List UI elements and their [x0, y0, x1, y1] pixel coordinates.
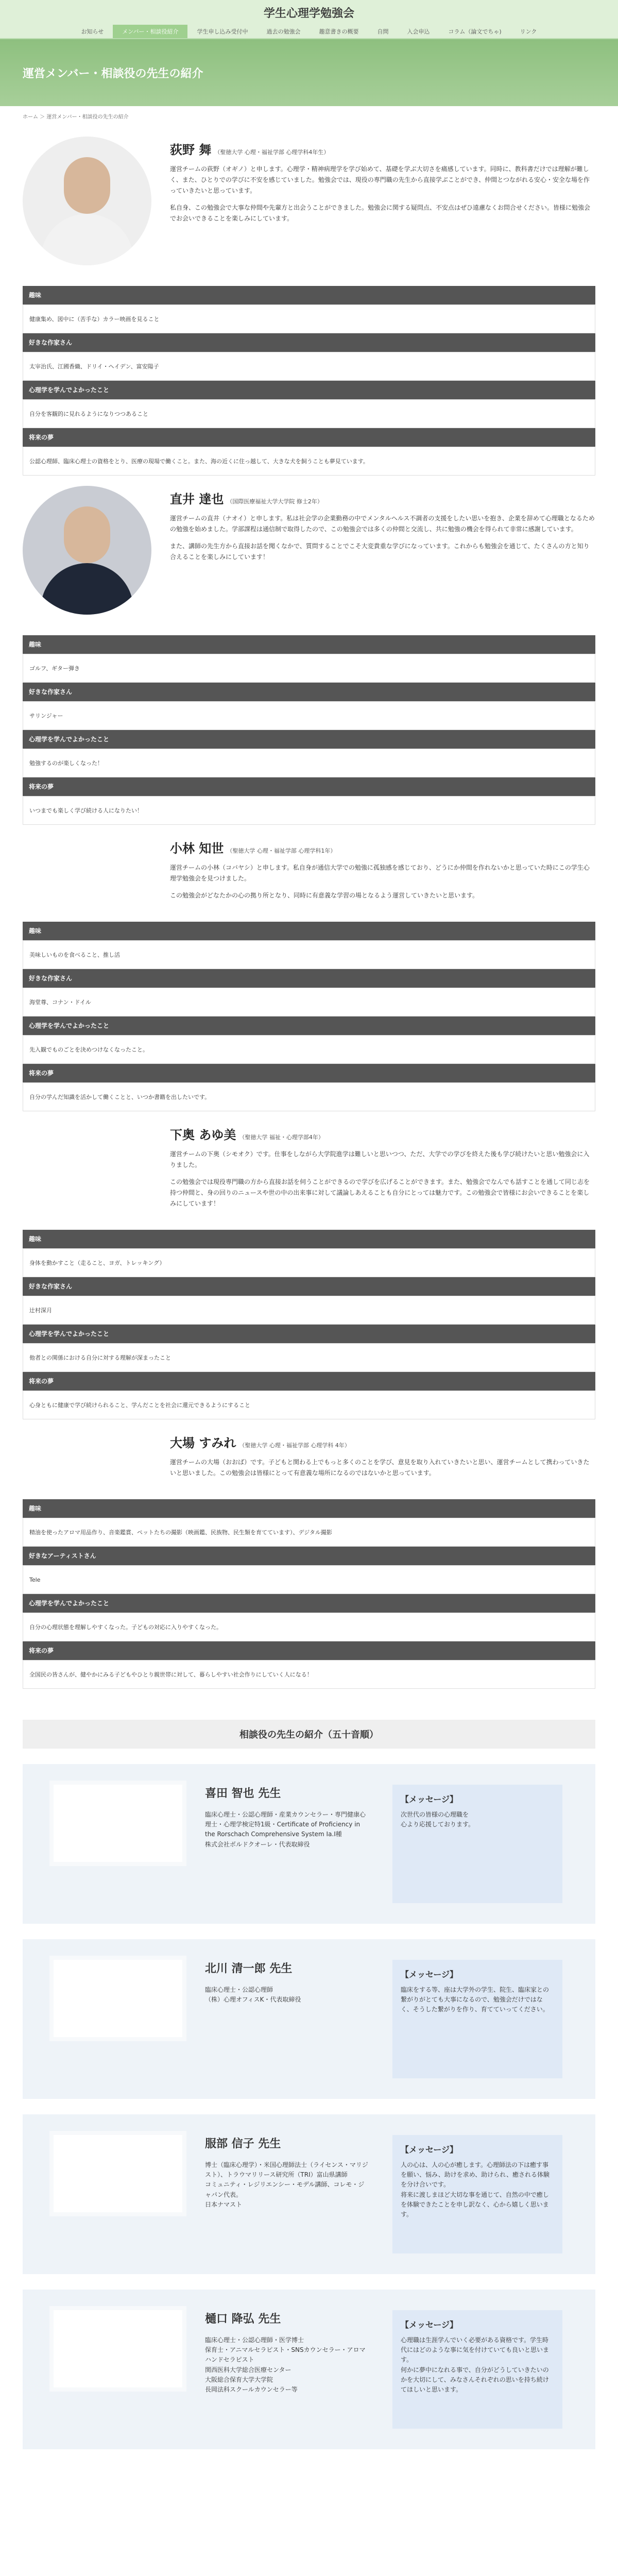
- nav-item[interactable]: 自問: [377, 28, 389, 35]
- member-affiliation: （国際医療福祉大学大学院 修士2年）: [227, 498, 323, 505]
- member-bio: [170, 862, 595, 901]
- message-title: 【メッセージ】: [401, 1970, 458, 1979]
- qa-heading: 将来の夢: [23, 1641, 595, 1660]
- member-bio: [170, 1149, 595, 1209]
- advisor-detail: 臨床心理士・公認心理師・医学博士 保育士・アニマルセラピスト・SNSカウンセラー・アロマハンドセラピスト 関西医科大学総合医療センター 大阪総合保育大学大学院 長岡法科スクールカウンセラー等: [205, 2336, 366, 2393]
- qa-heading: 趣味: [23, 922, 595, 940]
- advisor-card: [23, 2114, 595, 2274]
- member-qa: [23, 1499, 595, 1689]
- nav-item[interactable]: 趣意書きの概要: [319, 28, 359, 35]
- qa-answer: 辻村深月: [23, 1296, 595, 1325]
- message-title: 【メッセージ】: [401, 2320, 458, 2330]
- nav-item[interactable]: コラム（論文でちゃ): [448, 28, 502, 35]
- member-affiliation: （聖徳大学 心理・福祉学部 心理学科1年）: [227, 848, 336, 854]
- qa-heading: 趣味: [23, 1230, 595, 1248]
- qa-answer: 自分の学んだ知識を活かして働くことと、いつか書籍を出したいです。: [23, 1082, 595, 1111]
- qa-heading: 好きな作家さん: [23, 333, 595, 352]
- page-hero: [0, 39, 618, 106]
- advisor-name: 北川 清一郎 先生: [205, 1962, 293, 1975]
- advisor-message: [392, 2135, 562, 2253]
- qa-answer: 健康集め、図中に（苦手な）カラー映画を見ること: [23, 304, 595, 333]
- qa-heading: 将来の夢: [23, 428, 595, 447]
- qa-answer: 美味しいものを食べること、推し活: [23, 940, 595, 969]
- qa-heading: 心理学を学んでよかったこと: [23, 730, 595, 749]
- member-name: 小林 知世: [170, 841, 224, 856]
- advisor-message: [392, 1960, 562, 2078]
- qa-heading: 将来の夢: [23, 1064, 595, 1082]
- member-affiliation: （聖徳大学 心理・福祉学部 心理学科4年生）: [214, 149, 330, 156]
- nav-item[interactable]: 学生申し込み受付中: [197, 28, 248, 35]
- advisor-card: [23, 1939, 595, 2099]
- qa-heading: 趣味: [23, 635, 595, 654]
- qa-heading: 好きな作家さん: [23, 969, 595, 988]
- advisor-photo: [54, 2310, 182, 2387]
- qa-answer: 心身ともに健康で学び続けられること、学んだことを社会に還元できるようにすること: [23, 1391, 595, 1419]
- member-bio: [170, 513, 595, 563]
- bio-paragraph: 運営チームの荻野（オギノ）と申します。心理学・精神病理学を学び始めて、基礎を学ぶ大切さを痛感しています。同時に、教科書だけでは理解が難しく、また、ひとりでの学びに不安を感じていました。勉強会では、現役の専門職の先生から直接学ぶことができ、仲間とつながれる安心・安全な場を作っていきたいと思っています。: [170, 165, 590, 194]
- member-profile: [23, 1419, 595, 1689]
- advisor-photo: [54, 1785, 182, 1862]
- message-text: 心理職は生涯学んでいく必要がある資格です。学生時代にはどのような事に気を付けていても良いと思います。 何かに夢中になれる事で、自分がどうしていきたいのかを大切にして、みなさんそれぞれの思いを持ち続けてほしいと思います。: [401, 2336, 550, 2393]
- advisor-name: 喜田 智也 先生: [205, 1787, 281, 1800]
- nav-item[interactable]: リンク: [520, 28, 537, 35]
- message-title: 【メッセージ】: [401, 1794, 458, 1804]
- member-affiliation: （聖徳大学 福祉・心理学部4年）: [239, 1134, 324, 1141]
- qa-heading: 趣味: [23, 286, 595, 304]
- advisor-photo: [54, 2135, 182, 2212]
- nav-item-active[interactable]: メンバー・相談役紹介: [113, 25, 187, 38]
- advisor-name: 服部 信子 先生: [205, 2138, 281, 2150]
- qa-heading: 心理学を学んでよかったこと: [23, 1594, 595, 1613]
- qa-answer: 海堂尊、コナン・ドイル: [23, 988, 595, 1016]
- member-qa: [23, 1230, 595, 1419]
- bio-paragraph: 運営チームの小林（コバヤシ）と申します。私自身が通信大学での勉強に孤独感を感じており、どうにか仲間を作れないかと思っていた時にこの学生心理学勉強会を見つけました。: [170, 864, 590, 882]
- qa-answer: 他者との関係における自分に対する理解が深まったこと: [23, 1343, 595, 1372]
- bio-paragraph: また、講師の先生方から直接お話を聞くなかで、質問することでこそ大変貴重な学びになっています。これからも勉強会を通じて、たくさんの方と知り合えることを楽しみにしています！: [170, 543, 590, 561]
- qa-heading: 好きな作家さん: [23, 683, 595, 701]
- message-text: 人の心は、人の心が癒します。心理師法の下は癒す事を願い、悩み、助けを求め、助けられ、癒される体験を分け合いです。 将来に渡しまほど大切な事を通じて、自然の中で癒しを体験できたことを申し訳なく、心から嬉しく思います。: [401, 2161, 550, 2218]
- member-name: 下奥 あゆ美: [170, 1128, 236, 1142]
- nav-item[interactable]: お知らせ: [81, 28, 104, 35]
- qa-heading: 心理学を学んでよかったこと: [23, 1016, 595, 1035]
- qa-heading: 趣味: [23, 1499, 595, 1518]
- advisor-name: 樋口 降弘 先生: [205, 2313, 281, 2326]
- advisor-card: [23, 1764, 595, 1924]
- bio-paragraph: 運営チームの下奥（シモオク）です。仕事をしながら大学院進学は難しいと思いつつ、ただ、大学での学びを終えた後も学び続けたいと思い勉強会に入りました。: [170, 1150, 590, 1168]
- member-photo: [23, 486, 151, 615]
- qa-answer: 太宰治氏、江國香織、ドリイ・ヘイデン、富安陽子: [23, 352, 595, 381]
- qa-answer: 勉強するのが楽しくなった！: [23, 749, 595, 777]
- qa-answer: サリンジャー: [23, 701, 595, 730]
- member-photo: [23, 137, 151, 265]
- member-name: 直井 達也: [170, 492, 224, 506]
- qa-heading: 心理学を学んでよかったこと: [23, 1325, 595, 1343]
- qa-answer: ゴルフ、ギター弾き: [23, 654, 595, 683]
- member-bio: [170, 1457, 595, 1479]
- advisor-message: [392, 1785, 562, 1903]
- qa-heading: 好きな作家さん: [23, 1277, 595, 1296]
- qa-answer: 先入観でものごとを決めつけなくなったこと。: [23, 1035, 595, 1064]
- qa-answer: いつまでも楽しく学び続ける人になりたい！: [23, 796, 595, 825]
- advisor-card: [23, 2290, 595, 2449]
- member-profile: [23, 1111, 595, 1419]
- qa-answer: 自分の心理状態を理解しやすくなった。子どもの対応に入りやすくなった。: [23, 1613, 595, 1641]
- member-bio: [170, 164, 595, 224]
- qa-answer: 身体を動かすこと（走ること、ヨガ、トレッキング）: [23, 1248, 595, 1277]
- advisor-detail: 臨床心理士・公認心理師 （株）心理オフィスK・代表取締役: [205, 1986, 301, 2004]
- member-name: 荻野 舞: [170, 143, 212, 157]
- qa-answer: 精油を使ったアロマ用品作り、音楽鑑賞、ペットたちの撮影（映画鑑、民族物、民生類を育てています）、デジタル撮影: [23, 1518, 595, 1547]
- member-profile: [23, 126, 595, 476]
- qa-answer: 自分を客観的に見れるようになりつつあること: [23, 399, 595, 428]
- nav-item[interactable]: 過去の勉強会: [266, 28, 301, 35]
- qa-answer: Tele: [23, 1565, 595, 1594]
- message-text: 次世代の皆様の心理職を 心より応援しております。: [401, 1811, 475, 1828]
- member-name: 大場 すみれ: [170, 1436, 236, 1450]
- member-qa: [23, 635, 595, 825]
- qa-heading: 将来の夢: [23, 1372, 595, 1391]
- bio-paragraph: この勉強会では現役専門職の方から直接お話を伺うことができるので学びを広げることができます。また、勉強会でなんでも話すことを通して同じ志を持つ仲間と、身の回りのニュースや世の中の出来事に対して議論しあえることも自分にとっては魅力です。この勉強会で皆様にお会いできることを楽しみにしています！: [170, 1178, 590, 1207]
- qa-heading: 将来の夢: [23, 777, 595, 796]
- site-header: [0, 0, 618, 25]
- main-nav: [0, 25, 618, 39]
- qa-answer: 全国民の皆さんが、健やかにみる子どもやひとり親世帯に対して、暮らしやすい社会作りにしていく人になる！: [23, 1660, 595, 1689]
- message-title: 【メッセージ】: [401, 2145, 458, 2155]
- advisor-photo: [54, 1960, 182, 2037]
- advisor-message: [392, 2310, 562, 2429]
- member-photo-blank: [23, 835, 151, 836]
- nav-item[interactable]: 入会申込: [407, 28, 430, 35]
- bio-paragraph: 私自身、この勉強会で大事な仲間や先輩方と出会うことができました。勉強会に関する疑問点、不安点はぜひ遠慮なくお問合せください。皆様に勉強会でお会いできることを楽しみにしています。: [170, 204, 591, 222]
- member-qa: [23, 922, 595, 1111]
- bio-paragraph: 運営チームの直井（ナオイ）と申します。私は社会学の企業勤務の中でメンタルヘルス不調者の支援をしたい思いを抱き、企業を辞めて心理職となるための勉強を始めました。学部課程は通信制で取得したので、この勉強会では多くの仲間と交流し、共に勉強の機会を得られて非常に感謝しています。: [170, 515, 595, 533]
- advisor-detail: 臨床心理士・公認心理師・産業カウンセラー・専門健康心理士・心理学検定特1級・Certificate of Proficiency in the Rorschach Comprehensive System Ia.Ⅰ種 株式会社ボルドクオーレ・代表取締役: [205, 1811, 366, 1848]
- member-profile: [23, 825, 595, 1111]
- page-title: 運営メンバー・相談役の先生の紹介: [23, 67, 203, 80]
- advisor-detail: 博士（臨床心理学）・米国心理師法士（ライセンス・マリジスト）、トラウマリリース研究所（TRI）富山県講師 コミュニティ・レジリエンシー・モデル講師、コレモ・ジャパン代表。 日本ナマスト: [205, 2161, 368, 2208]
- qa-answer: 公認心理師、臨床心理士の資格をとり、医療の現場で働くこと。また、海の近くに住っ越して、大きな犬を飼うことも夢見ています。: [23, 447, 595, 476]
- breadcrumb[interactable]: ホーム ＞ 運営メンバー・相談役の先生の紹介: [23, 114, 129, 120]
- advisors-section-title: 相談役の先生の紹介（五十音順）: [23, 1720, 595, 1749]
- member-qa: [23, 286, 595, 476]
- qa-heading: 好きなアーティストさん: [23, 1547, 595, 1565]
- bio-paragraph: 運営チームの大場（おおば）です。子どもと関わる上でもっと多くのことを学び、意見を取り入れていきたいと思い、運営チームとして携わっていきたいと思いました。この勉強会は皆様にとって有意義な場所になるのではないかと思っています。: [170, 1459, 590, 1477]
- member-profile: [23, 476, 595, 825]
- bio-paragraph: この勉強会がどなたかの心の拠り所となり、同時に有意義な学習の場となるよう運営していきたいと思います。: [170, 892, 479, 899]
- message-text: 臨床をする等、座は大学外の学生、院生、臨床家との繋がりがとても大事になるので、勉強会だけではなく、そうした繋がりを作り、育てていってください。: [401, 1986, 550, 2013]
- site-title[interactable]: 学生心理学勉強会: [263, 7, 354, 20]
- member-affiliation: （聖徳大学 心理・福祉学部 心理学科 4年）: [239, 1442, 350, 1449]
- qa-heading: 心理学を学んでよかったこと: [23, 381, 595, 399]
